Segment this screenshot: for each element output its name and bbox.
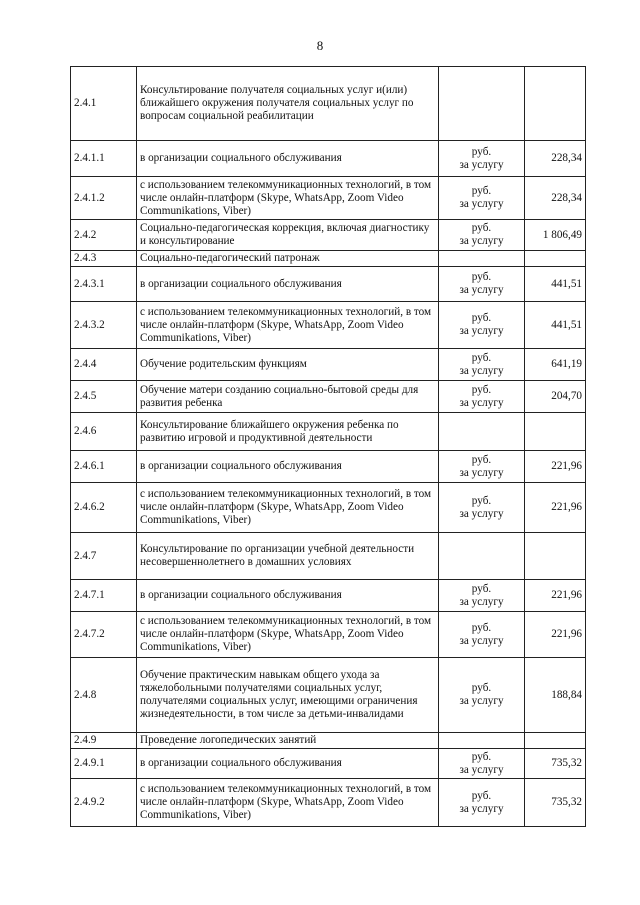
row-code: 2.4.3.1 <box>71 267 137 302</box>
tariff-price: 221,96 <box>525 483 586 533</box>
tariff-price <box>525 67 586 141</box>
unit-of-measure <box>439 251 525 267</box>
tariff-price: 188,84 <box>525 658 586 733</box>
tariff-price: 228,34 <box>525 141 586 177</box>
tariff-price: 441,51 <box>525 267 586 302</box>
table-row <box>71 267 586 302</box>
table-row <box>71 658 586 733</box>
service-name: Социально-педагогический патронаж <box>137 251 439 267</box>
service-name: с использованием телекоммуникационных технологий, в том числе онлайн-платформ (Skype, WhatsApp, Zoom Video Communikations, Viber) <box>137 302 439 349</box>
tariff-price: 221,96 <box>525 580 586 612</box>
row-code: 2.4.7 <box>71 533 137 580</box>
table-row <box>71 349 586 381</box>
unit-of-measure: руб. за услугу <box>439 177 525 220</box>
table-row <box>71 580 586 612</box>
unit-of-measure <box>439 533 525 580</box>
unit-of-measure: руб. за услугу <box>439 779 525 827</box>
unit-of-measure: руб. за услугу <box>439 381 525 413</box>
tariff-price: 441,51 <box>525 302 586 349</box>
service-name: Консультирование по организации учебной деятельности несовершеннолетнего в домашних условиях <box>137 533 439 580</box>
row-code: 2.4.8 <box>71 658 137 733</box>
row-code: 2.4.9.2 <box>71 779 137 827</box>
unit-of-measure: руб. за услугу <box>439 451 525 483</box>
table-row <box>71 612 586 658</box>
tariff-price <box>525 413 586 451</box>
unit-of-measure: руб. за услугу <box>439 612 525 658</box>
service-name: Консультирование ближайшего окружения ребенка по развитию игровой и продуктивной деятельности <box>137 413 439 451</box>
service-name: в организации социального обслуживания <box>137 141 439 177</box>
unit-of-measure: руб. за услугу <box>439 658 525 733</box>
table-row <box>71 749 586 779</box>
row-code: 2.4.5 <box>71 381 137 413</box>
row-code: 2.4.2 <box>71 220 137 251</box>
table-row <box>71 177 586 220</box>
service-name: с использованием телекоммуникационных технологий, в том числе онлайн-платформ (Skype, WhatsApp, Zoom Video Communikations, Viber) <box>137 612 439 658</box>
service-name: с использованием телекоммуникационных технологий, в том числе онлайн-платформ (Skype, WhatsApp, Zoom Video Communikations, Viber) <box>137 779 439 827</box>
service-name: Обучение матери созданию социально-бытовой среды для развития ребенка <box>137 381 439 413</box>
tariff-table-body <box>71 67 586 827</box>
service-name: с использованием телекоммуникационных технологий, в том числе онлайн-платформ (Skype, WhatsApp, Zoom Video Communikations, Viber) <box>137 483 439 533</box>
row-code: 2.4.6.2 <box>71 483 137 533</box>
service-name: Обучение практическим навыкам общего ухода за тяжелобольными получателями социальных услуг, получателями социальных услуг, имеющими ограничения жизнедеятельности, в том числе за детьми-инвалидами <box>137 658 439 733</box>
unit-of-measure <box>439 413 525 451</box>
tariff-price: 204,70 <box>525 381 586 413</box>
row-code: 2.4.6.1 <box>71 451 137 483</box>
tariff-table <box>70 66 586 827</box>
table-row <box>71 533 586 580</box>
tariff-price: 735,32 <box>525 749 586 779</box>
tariff-price: 221,96 <box>525 451 586 483</box>
tariff-price <box>525 733 586 749</box>
table-row <box>71 141 586 177</box>
service-name: с использованием телекоммуникационных технологий, в том числе онлайн-платформ (Skype, WhatsApp, Zoom Video Communikations, Viber) <box>137 177 439 220</box>
service-name: Консультирование получателя социальных услуг и(или) ближайшего окружения получателя социальных услуг по вопросам социальной реабилитации <box>137 67 439 141</box>
service-name: в организации социального обслуживания <box>137 580 439 612</box>
table-row <box>71 251 586 267</box>
service-name: Обучение родительским функциям <box>137 349 439 381</box>
row-code: 2.4.4 <box>71 349 137 381</box>
table-row <box>71 381 586 413</box>
table-row <box>71 220 586 251</box>
table-row <box>71 302 586 349</box>
unit-of-measure: руб. за услугу <box>439 749 525 779</box>
row-code: 2.4.1.2 <box>71 177 137 220</box>
page-number: 8 <box>316 38 324 53</box>
service-name: в организации социального обслуживания <box>137 749 439 779</box>
row-code: 2.4.3.2 <box>71 302 137 349</box>
tariff-price: 228,34 <box>525 177 586 220</box>
row-code: 2.4.1.1 <box>71 141 137 177</box>
table-row <box>71 779 586 827</box>
unit-of-measure <box>439 733 525 749</box>
unit-of-measure: руб. за услугу <box>439 267 525 302</box>
row-code: 2.4.9 <box>71 733 137 749</box>
tariff-price: 641,19 <box>525 349 586 381</box>
table-row <box>71 67 586 141</box>
table-row <box>71 451 586 483</box>
service-name: Социально-педагогическая коррекция, включая диагностику и консультирование <box>137 220 439 251</box>
tariff-price <box>525 533 586 580</box>
row-code: 2.4.7.2 <box>71 612 137 658</box>
service-name: в организации социального обслуживания <box>137 451 439 483</box>
tariff-price: 221,96 <box>525 612 586 658</box>
row-code: 2.4.3 <box>71 251 137 267</box>
unit-of-measure: руб. за услугу <box>439 483 525 533</box>
unit-of-measure: руб. за услугу <box>439 302 525 349</box>
row-code: 2.4.9.1 <box>71 749 137 779</box>
row-code: 2.4.7.1 <box>71 580 137 612</box>
unit-of-measure: руб. за услугу <box>439 220 525 251</box>
unit-of-measure: руб. за услугу <box>439 141 525 177</box>
service-name: в организации социального обслуживания <box>137 267 439 302</box>
table-row <box>71 413 586 451</box>
unit-of-measure: руб. за услугу <box>439 349 525 381</box>
tariff-price: 735,32 <box>525 779 586 827</box>
table-row <box>71 733 586 749</box>
unit-of-measure <box>439 67 525 141</box>
service-name: Проведение логопедических занятий <box>137 733 439 749</box>
tariff-price <box>525 251 586 267</box>
row-code: 2.4.6 <box>71 413 137 451</box>
table-row <box>71 483 586 533</box>
tariff-price: 1 806,49 <box>525 220 586 251</box>
row-code: 2.4.1 <box>71 67 137 141</box>
unit-of-measure: руб. за услугу <box>439 580 525 612</box>
